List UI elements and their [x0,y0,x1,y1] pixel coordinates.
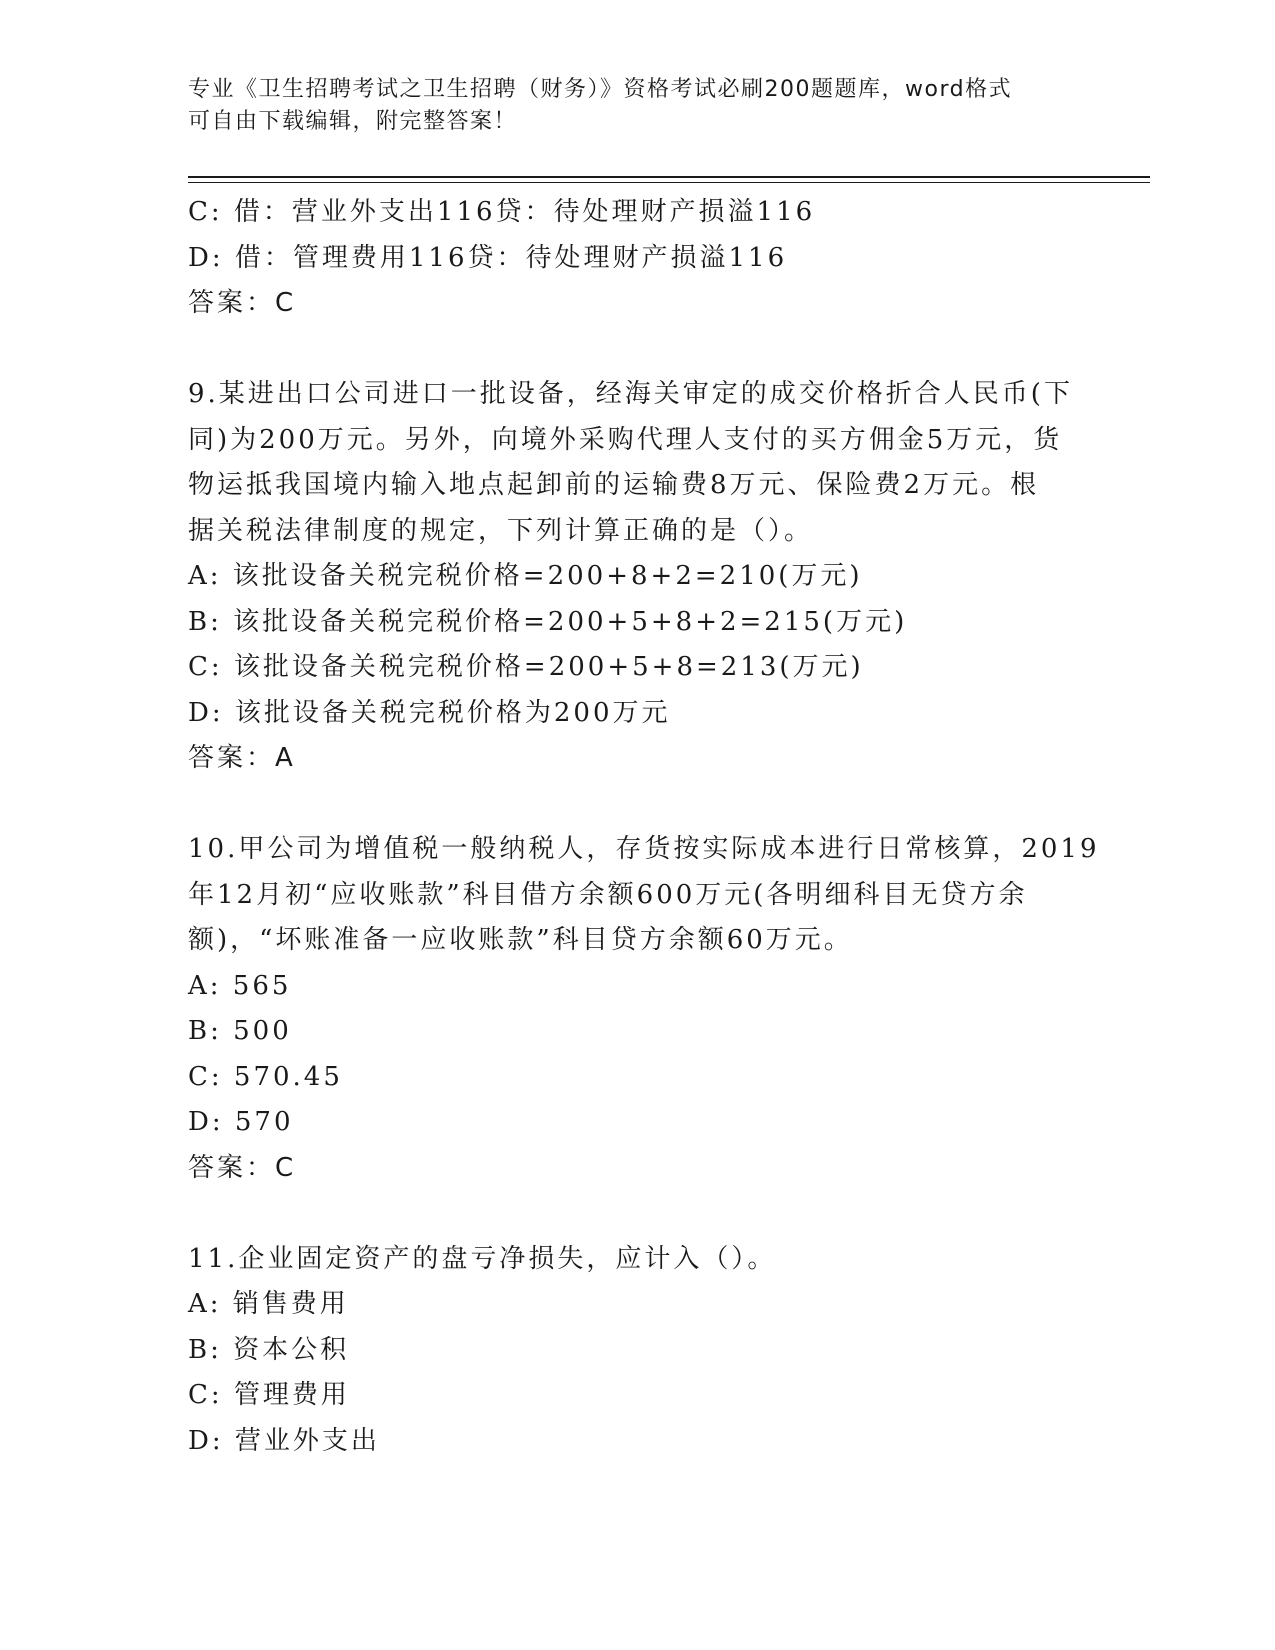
question-stem-line: 据关税法律制度的规定，下列计算正确的是（）。 [188,515,814,546]
question-stem-line: 额)，“坏账准备一应收账款”科目贷方余额60万元。 [188,925,853,955]
answer-line: 答案：C [188,1152,297,1183]
spacer [188,327,1088,373]
option-a: A: 565 [188,970,292,1001]
spacer [188,782,1088,828]
question-stem-line: 同)为200万元。另外，向境外采购代理人支付的买方佣金5万元，货 [188,424,1063,455]
header-title-line-1: 专业《卫生招聘考试之卫生招聘（财务）》资格考试必刷200题题库，word格式 [188,77,1013,102]
question-8-tail [188,190,1088,327]
header-divider-thin [188,182,1150,183]
question-stem-line: 年12月初“应收账款”科目借方余额600万元(各明细科目无贷方余 [188,879,1028,910]
question-stem-line: 物运抵我国境内输入地点起卸前的运输费8万元、保险费2万元。根 [188,470,1040,500]
header-divider-thick [188,176,1150,178]
option-d: D: 借：管理费用116贷：待处理财产损溢116 [188,242,788,273]
document-header [188,74,1088,138]
option-b: B: 500 [188,1016,292,1046]
question-stem-line: 9.某进出口公司进口一批设备，经海关审定的成交价格折合人民币(下 [188,379,1073,409]
option-c: C: 该批设备关税完税价格=200+5+8=213(万元) [188,652,864,682]
option-d: D: 营业外支出 [188,1425,380,1456]
spacer [188,1191,1088,1237]
question-11 [188,1237,1088,1465]
option-b: B: 该批设备关税完税价格=200+5+8+2=215(万元) [188,606,908,637]
option-a: A: 该批设备关税完税价格=200+8+2=210(万元) [188,561,863,591]
option-c: C: 管理费用 [188,1380,350,1410]
option-a: A: 销售费用 [188,1289,349,1319]
question-stem-line: 11.企业固定资产的盘亏净损失，应计入（）。 [188,1243,777,1274]
option-b: B: 资本公积 [188,1334,350,1365]
option-c: C: 借：营业外支出116贷：待处理财产损溢116 [188,197,816,227]
option-c: C: 570.45 [188,1061,343,1092]
question-10 [188,827,1100,1191]
question-stem-line: 10.甲公司为增值税一般纳税人，存货按实际成本进行日常核算，2019 [188,834,1100,864]
question-9 [188,372,1088,782]
option-d: D: 570 [188,1107,294,1137]
header-title-line-2: 可自由下载编辑，附完整答案！ [188,109,518,134]
option-d: D: 该批设备关税完税价格为200万元 [188,697,671,728]
answer-line: 答案：A [188,743,296,773]
document-body [188,190,1100,1464]
answer-line: 答案：C [188,288,297,318]
